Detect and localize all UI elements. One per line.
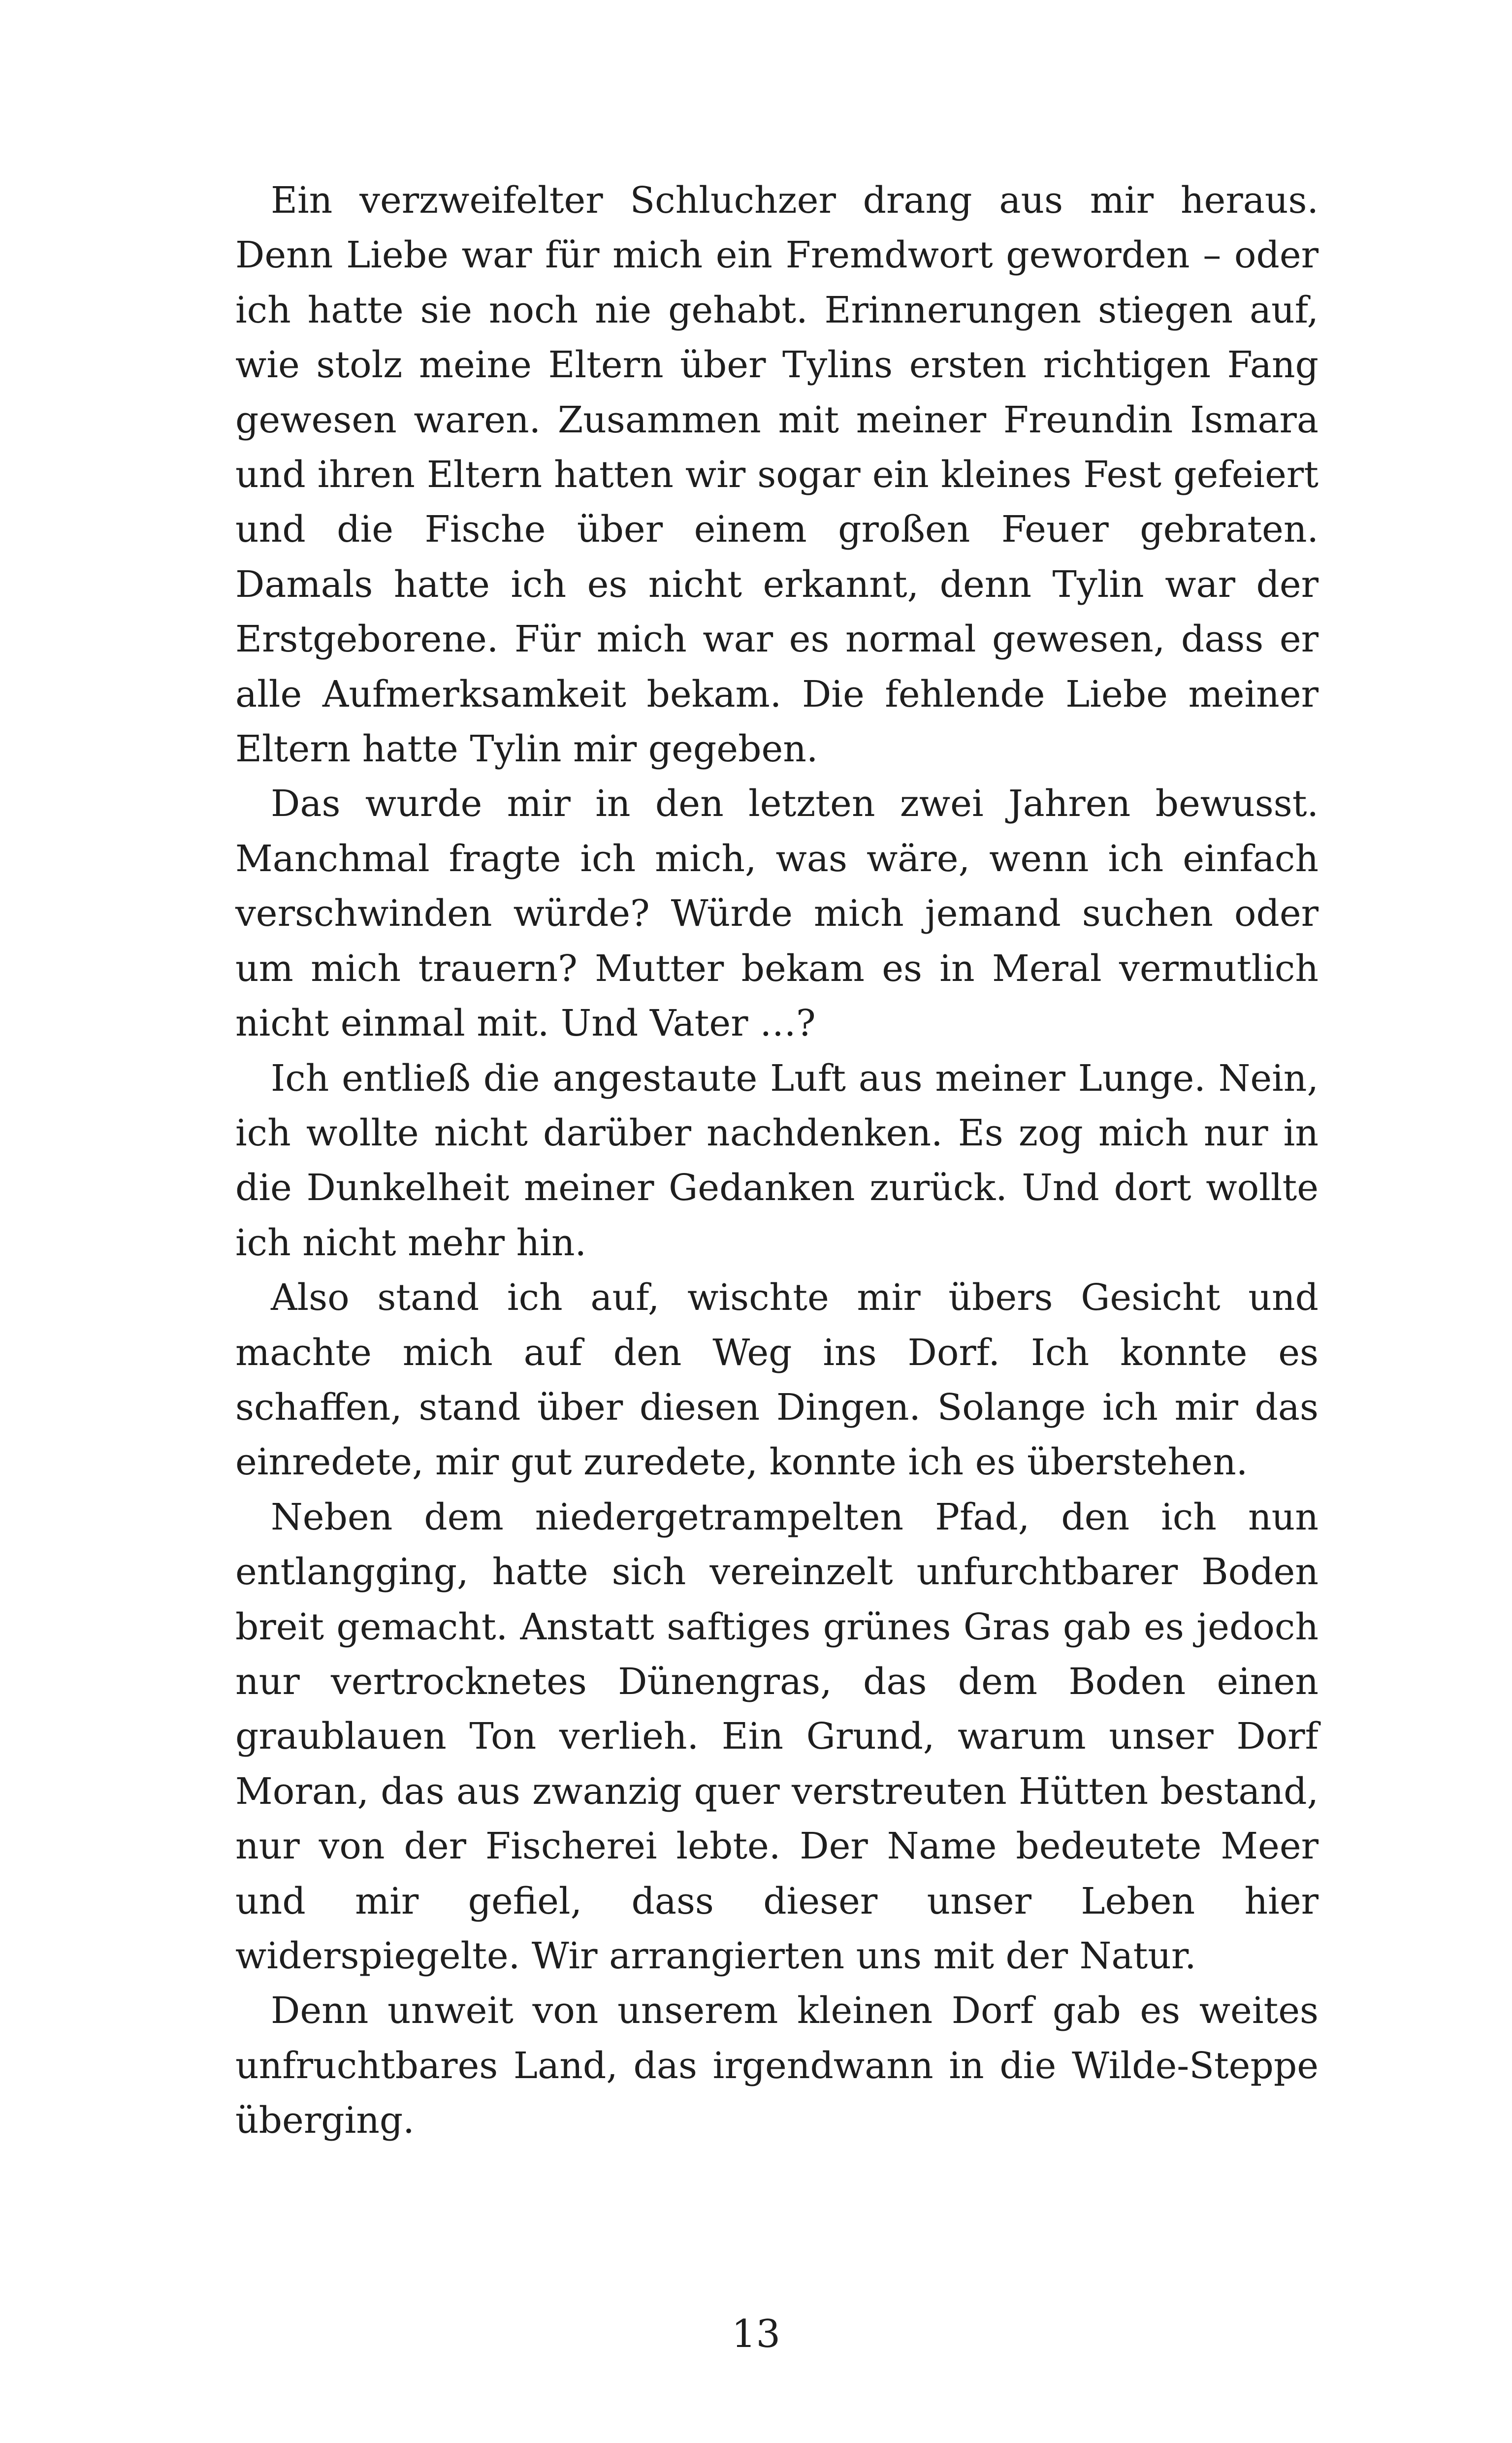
page-number: 13 bbox=[731, 2312, 781, 2356]
paragraph: Ich entließ die angestaute Luft aus meiner Lunge. Nein, ich wollte nicht darüber nachdenken. Es zog mich nur in die Dunkelheit meiner Gedanken zurück. Und dort wollte ich nicht mehr hin. bbox=[235, 1057, 1319, 1264]
paragraph: Das wurde mir in den letzten zwei Jahren bewusst. Manchmal fragte ich mich, was wäre, wenn ich einfach verschwinden würde? Würde mich jemand suchen oder um mich trauern? Mutter bekam es in Meral vermutlich nicht einmal mit. Und Vater …? bbox=[235, 782, 1319, 1045]
paragraph: Neben dem niedergetrampelten Pfad, den ich nun entlangging, hatte sich vereinzelt unfurchtbarer Boden breit gemacht. Anstatt saftiges grünes Gras gab es jedoch nur vertrocknetes Dünengras, das dem Boden einen graublauen Ton verlieh. Ein Grund, warum unser Dorf Moran, das aus zwanzig quer verstreuten Hütten bestand, nur von der Fischerei lebte. Der Name bedeutete Meer und mir gefiel, dass dieser unser Leben hier widerspiegelte. Wir arrangierten uns mit der Natur. bbox=[235, 1496, 1319, 1977]
paragraph: Also stand ich auf, wischte mir übers Gesicht und machte mich auf den Weg ins Dorf. Ich konnte es schaffen, stand über diesen Dingen. Solange ich mir das einredete, mir gut zuredete, konnte ich es überstehen. bbox=[235, 1276, 1319, 1484]
body-text bbox=[235, 173, 1319, 2149]
paragraph: Denn unweit von unserem kleinen Dorf gab es weites unfruchtbares Land, das irgendwann in die Wilde-Steppe überging. bbox=[235, 1989, 1319, 2142]
paragraph: Ein verzweifelter Schluchzer drang aus mir heraus. Denn Liebe war für mich ein Fremdwort geworden – oder ich hatte sie noch nie gehabt. Erinnerungen stiegen auf, wie stolz meine Eltern über Tylins ersten richtigen Fang gewesen waren. Zusammen mit meiner Freundin Ismara und ihren Eltern hatten wir sogar ein kleines Fest gefeiert und die Fische über einem großen Feuer gebraten. Damals hatte ich es nicht erkannt, denn Tylin war der Erstgeborene. Für mich war es normal gewesen, dass er alle Aufmerksamkeit bekam. Die fehlende Liebe meiner Eltern hatte Tylin mir gegeben. bbox=[235, 179, 1319, 771]
